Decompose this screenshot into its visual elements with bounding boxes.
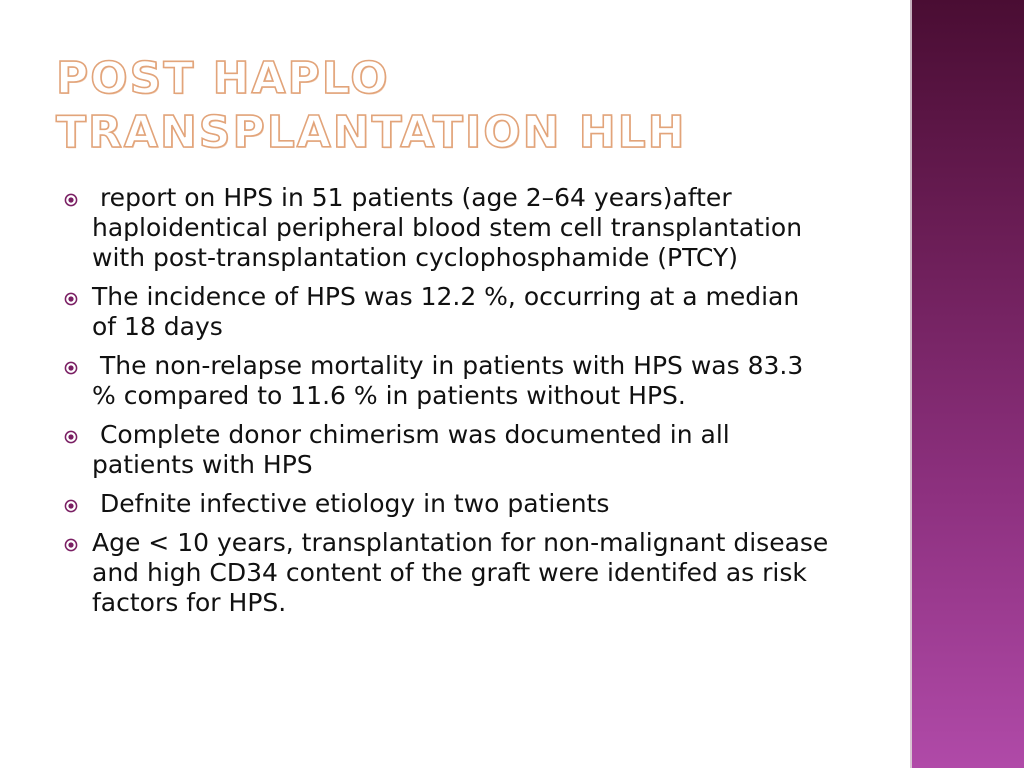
bullet-item xyxy=(60,528,837,618)
bullet-item xyxy=(60,351,830,411)
bullet-text: The incidence of HPS was 12.2 %, occurring at a median of 18 days xyxy=(92,282,808,341)
bullet-icon xyxy=(64,538,78,552)
bullet-icon xyxy=(64,193,78,207)
bullet-item xyxy=(60,489,830,519)
bullet-text: Age < 10 years, transplantation for non-malignant disease and high CD34 content of the graft were identifed as risk factors for HPS. xyxy=(92,528,837,617)
bullet-item xyxy=(60,282,830,342)
bullet-text: Defnite infective etiology in two patients xyxy=(92,489,610,518)
bullet-icon xyxy=(64,361,78,375)
bullet-item xyxy=(60,183,830,273)
bullet-text: report on HPS in 51 patients (age 2–64 years)after haploidentical peripheral blood stem cell transplantation with post-transplantation cyclophosphamide (PTCY) xyxy=(92,183,810,272)
bullet-list xyxy=(60,183,837,627)
slide-title: POST HAPLO TRANSPLANTATION HLH xyxy=(56,53,687,158)
bullet-item xyxy=(60,420,830,480)
bullet-icon xyxy=(64,292,78,306)
bullet-icon xyxy=(64,430,78,444)
bullet-icon xyxy=(64,499,78,513)
bullet-text: The non-relapse mortality in patients with HPS was 83.3 % compared to 11.6 % in patients without HPS. xyxy=(92,351,812,410)
bullet-text: Complete donor chimerism was documented in all patients with HPS xyxy=(92,420,738,479)
decorative-side-bar xyxy=(912,0,1024,768)
